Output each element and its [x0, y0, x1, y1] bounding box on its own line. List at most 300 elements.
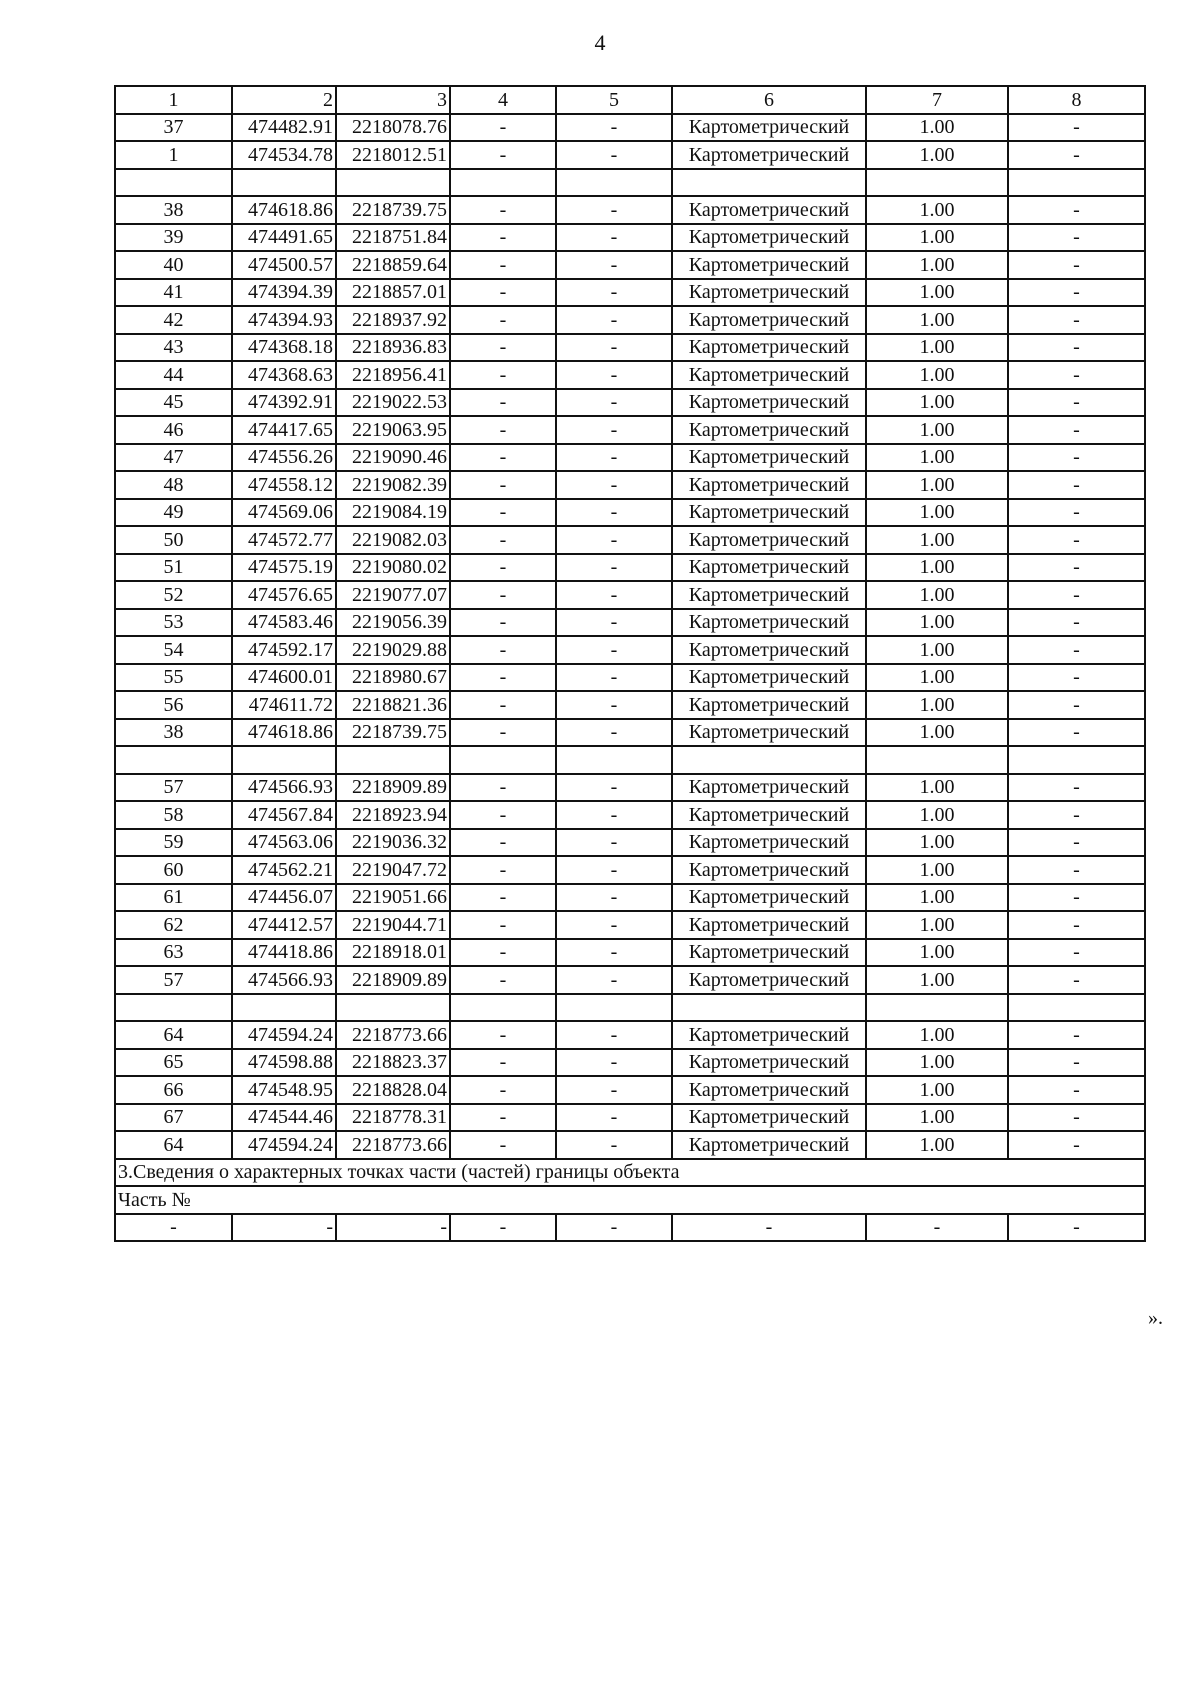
- table-cell-col-1: [115, 746, 232, 774]
- table-cell-col-7: 1.00: [866, 856, 1008, 884]
- table-cell-col-4: -: [450, 389, 556, 417]
- table-cell-col-8: -: [1008, 911, 1145, 939]
- table-cell-col-7: 7: [866, 86, 1008, 114]
- table-cell-col-7: 1.00: [866, 526, 1008, 554]
- table-cell-col-3: 2218918.01: [336, 939, 450, 967]
- table-cell-col-3: 2219051.66: [336, 884, 450, 912]
- table-cell-col-4: -: [450, 884, 556, 912]
- table-cell-col-8: -: [1008, 1049, 1145, 1077]
- table-cell-col-2: 474456.07: [232, 884, 336, 912]
- table-cell-col-6: Картометрический: [672, 279, 866, 307]
- table-cell-col-2: 474548.95: [232, 1076, 336, 1104]
- table-cell-col-5: -: [556, 911, 672, 939]
- table-cell-col-3: 3: [336, 86, 450, 114]
- table-cell-col-8: -: [1008, 829, 1145, 857]
- table-cell-col-2: 474500.57: [232, 251, 336, 279]
- table-cell-col-3: 2218857.01: [336, 279, 450, 307]
- table-cell-col-2: 474598.88: [232, 1049, 336, 1077]
- table-cell-col-8: -: [1008, 691, 1145, 719]
- table-cell-col-6: Картометрический: [672, 334, 866, 362]
- table-cell-col-3: 2218828.04: [336, 1076, 450, 1104]
- table-cell-col-2: 474491.65: [232, 224, 336, 252]
- table-cell-col-4: -: [450, 636, 556, 664]
- table-cell-col-8: -: [1008, 801, 1145, 829]
- table-cell-col-6: Картометрический: [672, 609, 866, 637]
- table-cell-col-3: 2219036.32: [336, 829, 450, 857]
- table-cell-col-3: 2219063.95: [336, 416, 450, 444]
- table-cell-col-5: -: [556, 884, 672, 912]
- table-cell-col-7: 1.00: [866, 499, 1008, 527]
- table-row: [115, 801, 1145, 829]
- table-cell-col-8: -: [1008, 334, 1145, 362]
- table-cell-col-7: 1.00: [866, 691, 1008, 719]
- table-cell-col-4: -: [450, 581, 556, 609]
- table-cell-col-7: 1.00: [866, 471, 1008, 499]
- table-cell-col-2: 474611.72: [232, 691, 336, 719]
- table-cell-col-8: -: [1008, 389, 1145, 417]
- table-cell-col-7: 1.00: [866, 444, 1008, 472]
- table-cell-col-5: -: [556, 691, 672, 719]
- page-number: 4: [594, 30, 606, 55]
- table-cell-col-8: -: [1008, 884, 1145, 912]
- table-cell-col-3: 2218909.89: [336, 774, 450, 802]
- table-cell-col-6: Картометрический: [672, 856, 866, 884]
- table-cell-col-5: 5: [556, 86, 672, 114]
- table-cell-col-7: 1.00: [866, 1076, 1008, 1104]
- table-row: [115, 196, 1145, 224]
- table-cell-col-1: 51: [115, 554, 232, 582]
- table-cell-col-2: 474618.86: [232, 719, 336, 747]
- table-cell-col-4: -: [450, 361, 556, 389]
- table-row: [115, 1049, 1145, 1077]
- table-cell-col-7: 1.00: [866, 829, 1008, 857]
- table-cell-col-1: 43: [115, 334, 232, 362]
- table-header-row: [115, 86, 1145, 114]
- table-cell-col-6: Картометрический: [672, 499, 866, 527]
- table-cell-col-3: 2218956.41: [336, 361, 450, 389]
- table-cell-col-5: -: [556, 664, 672, 692]
- table-cell-col-8: -: [1008, 609, 1145, 637]
- table-cell-col-7: 1.00: [866, 719, 1008, 747]
- table-cell-col-6: Картометрический: [672, 636, 866, 664]
- table-cell-col-5: [556, 746, 672, 774]
- table-cell-col-1: 54: [115, 636, 232, 664]
- table-row: [115, 581, 1145, 609]
- table-cell-col-3: 2219029.88: [336, 636, 450, 664]
- table-cell-col-4: -: [450, 224, 556, 252]
- table-cell-col-6: Картометрический: [672, 1021, 866, 1049]
- table-cell-col-2: 474417.65: [232, 416, 336, 444]
- table-cell-col-3: 2218937.92: [336, 306, 450, 334]
- table-cell-col-7: [866, 994, 1008, 1022]
- table-cell-col-7: 1.00: [866, 334, 1008, 362]
- table-cell-col-7: 1.00: [866, 251, 1008, 279]
- table-cell-col-6: Картометрический: [672, 224, 866, 252]
- table-row: [115, 884, 1145, 912]
- table-cell-col-2: 474575.19: [232, 554, 336, 582]
- table-cell-col-3: -: [336, 1214, 450, 1242]
- table-cell-col-1: 41: [115, 279, 232, 307]
- table-row: [115, 966, 1145, 994]
- table-cell-col-4: [450, 994, 556, 1022]
- table-cell-col-4: -: [450, 664, 556, 692]
- table-cell-col-1: -: [115, 1214, 232, 1242]
- table-cell-col-6: Картометрический: [672, 251, 866, 279]
- table-cell-col-6: Картометрический: [672, 829, 866, 857]
- table-cell-col-3: [336, 169, 450, 197]
- table-cell-col-4: -: [450, 554, 556, 582]
- table-cell-col-6: Картометрический: [672, 774, 866, 802]
- table-cell-col-1: 45: [115, 389, 232, 417]
- table-cell-col-6: Картометрический: [672, 554, 866, 582]
- table-cell-col-6: Картометрический: [672, 471, 866, 499]
- table-cell-col-1: 42: [115, 306, 232, 334]
- table-cell-col-1: 47: [115, 444, 232, 472]
- section-title-row: [115, 1159, 1145, 1187]
- table-cell-col-5: -: [556, 444, 672, 472]
- table-cell-col-5: -: [556, 526, 672, 554]
- table-cell-col-4: -: [450, 334, 556, 362]
- table-cell-col-3: 2219090.46: [336, 444, 450, 472]
- table-cell-col-5: -: [556, 141, 672, 169]
- table-cell-col-1: 37: [115, 114, 232, 142]
- table-cell-col-3: 2219082.03: [336, 526, 450, 554]
- table-cell-col-5: -: [556, 581, 672, 609]
- table-cell-col-8: -: [1008, 1214, 1145, 1242]
- table-cell-col-8: -: [1008, 1076, 1145, 1104]
- table-cell-col-6: Картометрический: [672, 801, 866, 829]
- table-cell-col-2: [232, 169, 336, 197]
- table-cell-col-5: -: [556, 1131, 672, 1159]
- table-cell-col-1: 53: [115, 609, 232, 637]
- table-cell-col-1: 57: [115, 966, 232, 994]
- table-row: [115, 1104, 1145, 1132]
- table-row: [115, 719, 1145, 747]
- table-cell-col-2: 474556.26: [232, 444, 336, 472]
- table-cell-col-7: 1.00: [866, 884, 1008, 912]
- table-cell-col-2: 474569.06: [232, 499, 336, 527]
- table-cell-col-2: 474583.46: [232, 609, 336, 637]
- table-cell-col-2: 474576.65: [232, 581, 336, 609]
- table-cell-col-1: 63: [115, 939, 232, 967]
- table-cell-col-3: 2218980.67: [336, 664, 450, 692]
- table-cell-col-1: 48: [115, 471, 232, 499]
- table-cell-col-8: -: [1008, 279, 1145, 307]
- table-cell-col-4: -: [450, 1049, 556, 1077]
- table-cell-col-1: 65: [115, 1049, 232, 1077]
- table-cell-col-8: -: [1008, 1021, 1145, 1049]
- table-row: [115, 1076, 1145, 1104]
- table-cell-col-1: 49: [115, 499, 232, 527]
- table-cell-col-1: 57: [115, 774, 232, 802]
- table-cell-col-4: -: [450, 801, 556, 829]
- table-cell-col-2: 474562.21: [232, 856, 336, 884]
- table-cell-col-4: -: [450, 196, 556, 224]
- table-cell-col-8: -: [1008, 664, 1145, 692]
- table-cell-col-8: -: [1008, 774, 1145, 802]
- table-cell-col-2: 474572.77: [232, 526, 336, 554]
- table-cell-col-5: -: [556, 829, 672, 857]
- table-cell-col-8: -: [1008, 251, 1145, 279]
- table-cell-col-2: 474368.18: [232, 334, 336, 362]
- table-cell-col-1: 40: [115, 251, 232, 279]
- table-cell-col-3: 2218773.66: [336, 1021, 450, 1049]
- table-row: [115, 554, 1145, 582]
- table-row: [115, 279, 1145, 307]
- table-cell-col-5: -: [556, 939, 672, 967]
- table-cell-col-7: 1.00: [866, 224, 1008, 252]
- table-cell-col-8: [1008, 169, 1145, 197]
- table-cell-col-3: 2219056.39: [336, 609, 450, 637]
- table-cell-col-8: -: [1008, 196, 1145, 224]
- table-cell-col-1: 1: [115, 86, 232, 114]
- table-cell-col-2: 474558.12: [232, 471, 336, 499]
- table-cell-col-5: -: [556, 1049, 672, 1077]
- table-row: [115, 664, 1145, 692]
- table-cell-col-2: 474482.91: [232, 114, 336, 142]
- table-row: [115, 114, 1145, 142]
- table-cell-col-6: Картометрический: [672, 196, 866, 224]
- table-cell-col-5: -: [556, 224, 672, 252]
- table-cell-col-3: 2218936.83: [336, 334, 450, 362]
- table-cell-col-5: [556, 994, 672, 1022]
- coordinates-table-wrapper: [114, 85, 1146, 1242]
- table-row: [115, 994, 1145, 1022]
- table-cell-col-4: -: [450, 279, 556, 307]
- table-cell-col-7: 1.00: [866, 966, 1008, 994]
- table-cell-col-7: 1.00: [866, 554, 1008, 582]
- table-cell-col-4: [450, 746, 556, 774]
- table-cell-col-4: -: [450, 1021, 556, 1049]
- table-cell-col-5: -: [556, 279, 672, 307]
- table-cell-col-6: Картометрический: [672, 114, 866, 142]
- table-cell-col-7: 1.00: [866, 196, 1008, 224]
- table-cell-col-8: [1008, 994, 1145, 1022]
- table-row: [115, 1131, 1145, 1159]
- table-cell-col-2: 474394.93: [232, 306, 336, 334]
- table-cell-col-8: -: [1008, 554, 1145, 582]
- table-cell-col-1: 64: [115, 1021, 232, 1049]
- table-cell-col-4: -: [450, 829, 556, 857]
- table-row: [115, 499, 1145, 527]
- table-cell-col-1: 64: [115, 1131, 232, 1159]
- table-cell-col-6: Картометрический: [672, 691, 866, 719]
- table-cell-col-4: -: [450, 1214, 556, 1242]
- table-row: [115, 389, 1145, 417]
- table-row: [115, 636, 1145, 664]
- table-cell-col-4: -: [450, 911, 556, 939]
- table-cell-col-3: 2219082.39: [336, 471, 450, 499]
- table-cell-col-5: -: [556, 856, 672, 884]
- table-cell-col-2: 474618.86: [232, 196, 336, 224]
- table-cell-col-1: 55: [115, 664, 232, 692]
- table-body: [115, 86, 1145, 1241]
- table-cell-col-5: -: [556, 389, 672, 417]
- table-row: [115, 224, 1145, 252]
- table-cell-col-3: 2218739.75: [336, 196, 450, 224]
- table-cell-col-1: 39: [115, 224, 232, 252]
- table-cell-col-5: -: [556, 801, 672, 829]
- table-cell-col-4: -: [450, 114, 556, 142]
- table-cell-col-6: Картометрический: [672, 1076, 866, 1104]
- table-cell-col-8: 8: [1008, 86, 1145, 114]
- table-cell-col-5: -: [556, 251, 672, 279]
- table-row: [115, 774, 1145, 802]
- table-row: [115, 169, 1145, 197]
- table-cell-col-4: -: [450, 444, 556, 472]
- table-cell-col-3: 2218751.84: [336, 224, 450, 252]
- table-cell-col-5: -: [556, 306, 672, 334]
- table-cell-col-1: 1: [115, 141, 232, 169]
- table-cell-col-2: 474544.46: [232, 1104, 336, 1132]
- table-row: [115, 416, 1145, 444]
- table-cell-col-8: -: [1008, 939, 1145, 967]
- table-cell-col-7: 1.00: [866, 939, 1008, 967]
- table-cell-col-8: -: [1008, 224, 1145, 252]
- table-cell-col-7: 1.00: [866, 306, 1008, 334]
- table-cell-col-1: 67: [115, 1104, 232, 1132]
- table-cell-col-4: -: [450, 251, 556, 279]
- table-cell-col-1: 38: [115, 196, 232, 224]
- table-cell-col-5: -: [556, 471, 672, 499]
- table-cell-col-8: -: [1008, 114, 1145, 142]
- table-cell-col-7: [866, 169, 1008, 197]
- table-cell-col-5: -: [556, 774, 672, 802]
- table-cell-col-4: -: [450, 526, 556, 554]
- table-cell-col-2: [232, 994, 336, 1022]
- table-cell-col-3: 2218821.36: [336, 691, 450, 719]
- table-cell-col-3: 2218859.64: [336, 251, 450, 279]
- table-cell-col-6: Картометрический: [672, 966, 866, 994]
- table-cell-col-2: 474594.24: [232, 1131, 336, 1159]
- table-row: [115, 306, 1145, 334]
- table-cell-col-3: 2218739.75: [336, 719, 450, 747]
- table-cell-col-5: -: [556, 1104, 672, 1132]
- table-cell-col-5: -: [556, 1076, 672, 1104]
- table-cell-col-6: Картометрический: [672, 581, 866, 609]
- table-row: [115, 471, 1145, 499]
- section-title: 3.Сведения о характерных точках части (частей) границы объекта: [115, 1159, 1145, 1187]
- table-row: [115, 141, 1145, 169]
- table-cell-col-3: 2218909.89: [336, 966, 450, 994]
- table-cell-col-1: 38: [115, 719, 232, 747]
- table-cell-col-6: Картометрический: [672, 389, 866, 417]
- table-cell-col-7: 1.00: [866, 1131, 1008, 1159]
- coordinates-table: [114, 85, 1146, 1242]
- table-cell-col-7: 1.00: [866, 911, 1008, 939]
- table-cell-col-1: 46: [115, 416, 232, 444]
- table-cell-col-3: 2219022.53: [336, 389, 450, 417]
- table-cell-col-6: Картометрический: [672, 939, 866, 967]
- table-cell-col-8: -: [1008, 526, 1145, 554]
- table-cell-col-5: -: [556, 114, 672, 142]
- table-cell-col-5: -: [556, 719, 672, 747]
- table-row: [115, 526, 1145, 554]
- table-cell-col-7: 1.00: [866, 389, 1008, 417]
- table-cell-col-7: 1.00: [866, 1021, 1008, 1049]
- table-cell-col-6: [672, 746, 866, 774]
- table-row: [115, 829, 1145, 857]
- table-cell-col-1: 61: [115, 884, 232, 912]
- table-cell-col-6: Картометрический: [672, 444, 866, 472]
- table-row: [115, 691, 1145, 719]
- table-cell-col-2: 474563.06: [232, 829, 336, 857]
- table-cell-col-8: -: [1008, 719, 1145, 747]
- table-cell-col-4: -: [450, 856, 556, 884]
- table-cell-col-7: 1.00: [866, 114, 1008, 142]
- table-cell-col-2: [232, 746, 336, 774]
- table-cell-col-4: -: [450, 306, 556, 334]
- table-cell-col-5: -: [556, 1214, 672, 1242]
- table-cell-col-6: Картометрический: [672, 911, 866, 939]
- table-cell-col-6: Картометрический: [672, 526, 866, 554]
- table-cell-col-4: 4: [450, 86, 556, 114]
- closing-quote-mark: ».: [1148, 1307, 1163, 1329]
- table-cell-col-4: -: [450, 1076, 556, 1104]
- table-row: [115, 1021, 1145, 1049]
- table-cell-col-6: Картометрический: [672, 306, 866, 334]
- table-cell-col-7: 1.00: [866, 361, 1008, 389]
- table-cell-col-5: -: [556, 554, 672, 582]
- table-cell-col-5: -: [556, 334, 672, 362]
- table-cell-col-8: -: [1008, 499, 1145, 527]
- table-cell-col-1: [115, 994, 232, 1022]
- table-cell-col-4: -: [450, 1104, 556, 1132]
- table-cell-col-1: [115, 169, 232, 197]
- table-cell-col-6: Картометрический: [672, 361, 866, 389]
- table-cell-col-1: 62: [115, 911, 232, 939]
- table-cell-col-1: 52: [115, 581, 232, 609]
- table-cell-col-4: -: [450, 609, 556, 637]
- table-cell-col-8: -: [1008, 581, 1145, 609]
- table-cell-col-2: 474592.17: [232, 636, 336, 664]
- table-cell-col-7: [866, 746, 1008, 774]
- table-cell-col-4: -: [450, 416, 556, 444]
- table-cell-col-2: 474418.86: [232, 939, 336, 967]
- table-cell-col-3: 2218773.66: [336, 1131, 450, 1159]
- table-cell-col-5: -: [556, 196, 672, 224]
- table-cell-col-6: Картометрический: [672, 416, 866, 444]
- table-cell-col-3: 2219077.07: [336, 581, 450, 609]
- table-cell-col-4: -: [450, 141, 556, 169]
- table-cell-col-8: -: [1008, 361, 1145, 389]
- table-cell-col-8: -: [1008, 966, 1145, 994]
- table-cell-col-1: 60: [115, 856, 232, 884]
- table-cell-col-4: -: [450, 774, 556, 802]
- table-row: [115, 361, 1145, 389]
- table-cell-col-2: 474534.78: [232, 141, 336, 169]
- part-label: Часть №: [115, 1186, 1145, 1214]
- table-cell-col-8: -: [1008, 444, 1145, 472]
- table-cell-col-1: 50: [115, 526, 232, 554]
- table-cell-col-6: Картометрический: [672, 1131, 866, 1159]
- table-cell-col-3: [336, 994, 450, 1022]
- table-cell-col-4: -: [450, 939, 556, 967]
- table-cell-col-6: 6: [672, 86, 866, 114]
- table-cell-col-7: -: [866, 1214, 1008, 1242]
- table-cell-col-8: [1008, 746, 1145, 774]
- table-cell-col-2: 474368.63: [232, 361, 336, 389]
- table-cell-col-4: -: [450, 1131, 556, 1159]
- table-cell-col-4: -: [450, 719, 556, 747]
- table-cell-col-4: -: [450, 691, 556, 719]
- table-cell-col-5: -: [556, 361, 672, 389]
- table-cell-col-2: 474566.93: [232, 774, 336, 802]
- table-cell-col-7: 1.00: [866, 1049, 1008, 1077]
- table-row: [115, 911, 1145, 939]
- table-cell-col-7: 1.00: [866, 279, 1008, 307]
- table-row: [115, 856, 1145, 884]
